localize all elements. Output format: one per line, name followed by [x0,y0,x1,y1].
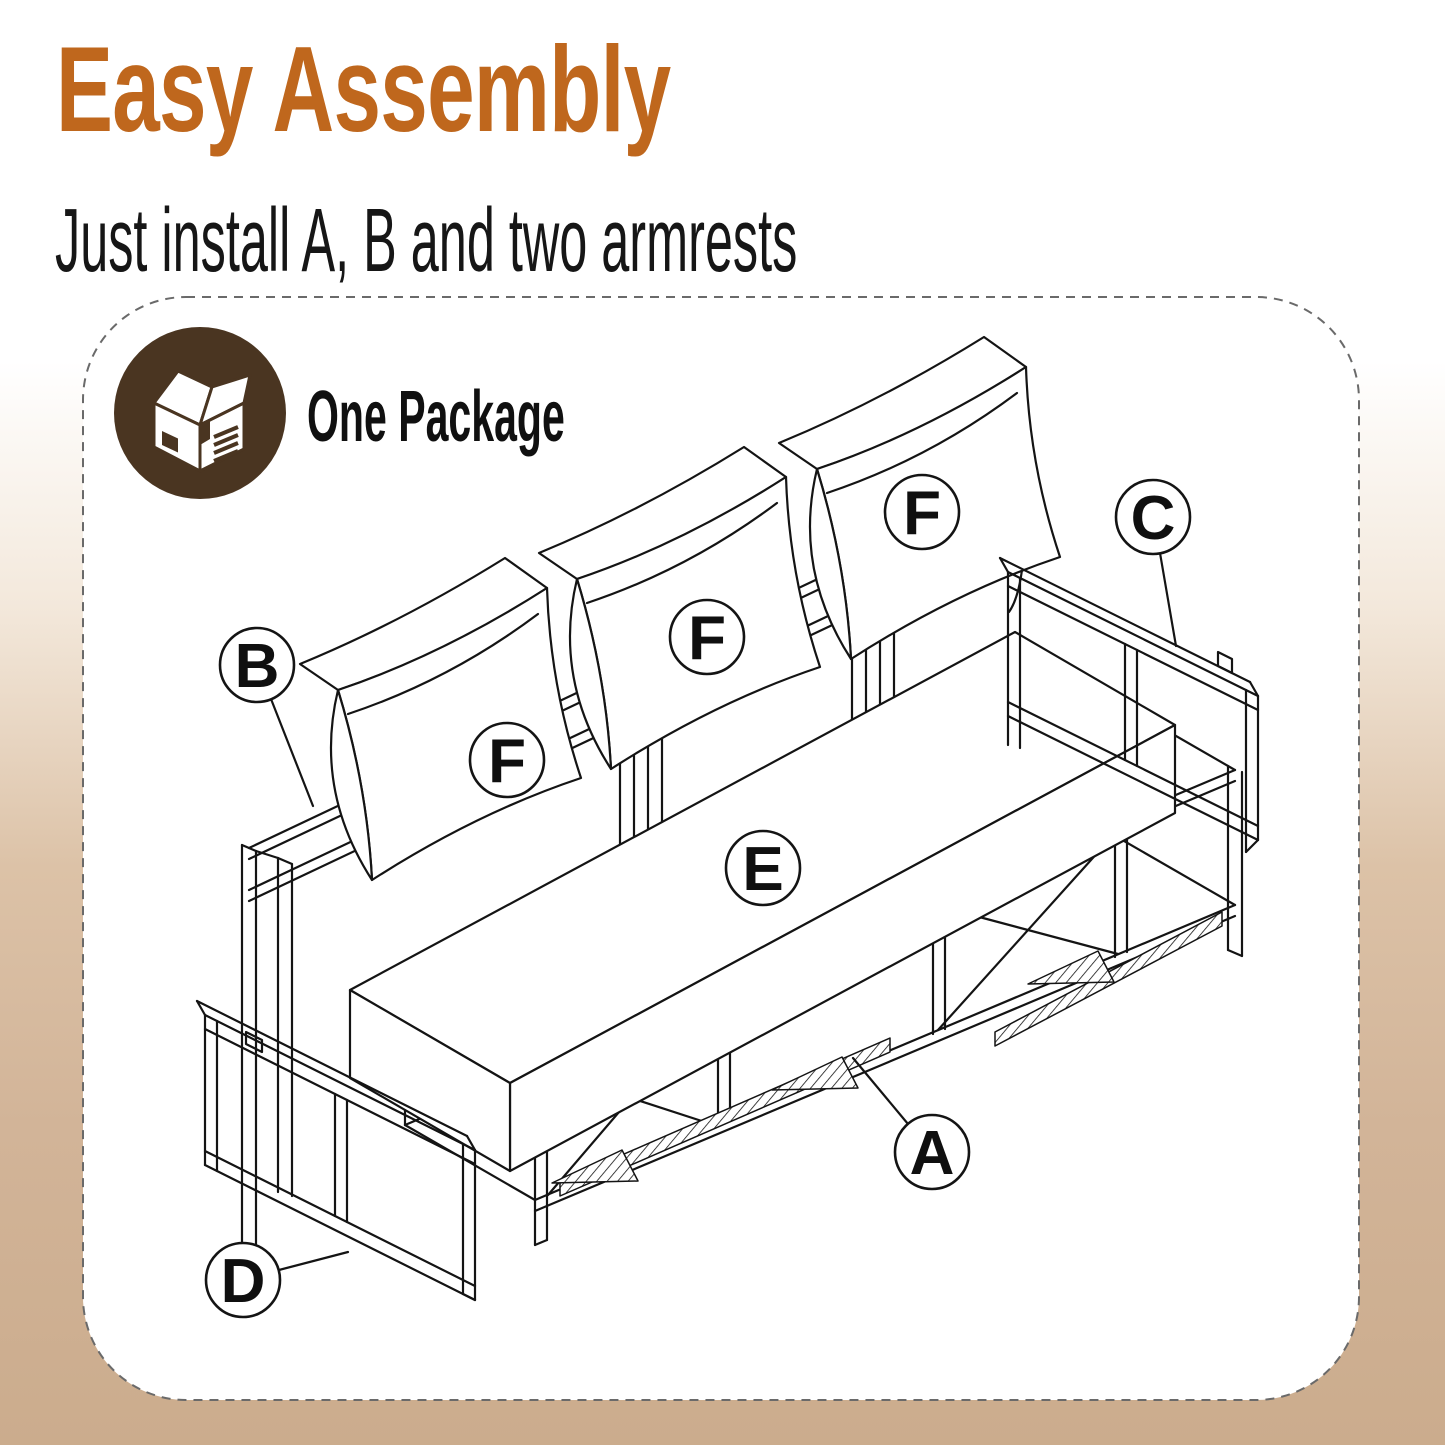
page-title: Easy Assembly [56,21,671,157]
part-letter: A [909,1119,955,1188]
part-letter: D [220,1247,266,1316]
part-label-F1 [470,723,544,797]
part-letter: E [742,835,784,904]
package-icon [114,327,286,499]
part-letter: F [688,604,726,673]
part-label-F3 [885,475,959,549]
part-letter: F [488,727,526,796]
part-label-F2 [670,600,744,674]
part-label-E [726,831,800,905]
part-letter: C [1130,484,1176,553]
part-letter: B [234,632,280,701]
page-subtitle: Just install A, B and two armrests [55,191,798,291]
part-letter: F [903,479,941,548]
package-badge-label: One Package [307,377,565,457]
